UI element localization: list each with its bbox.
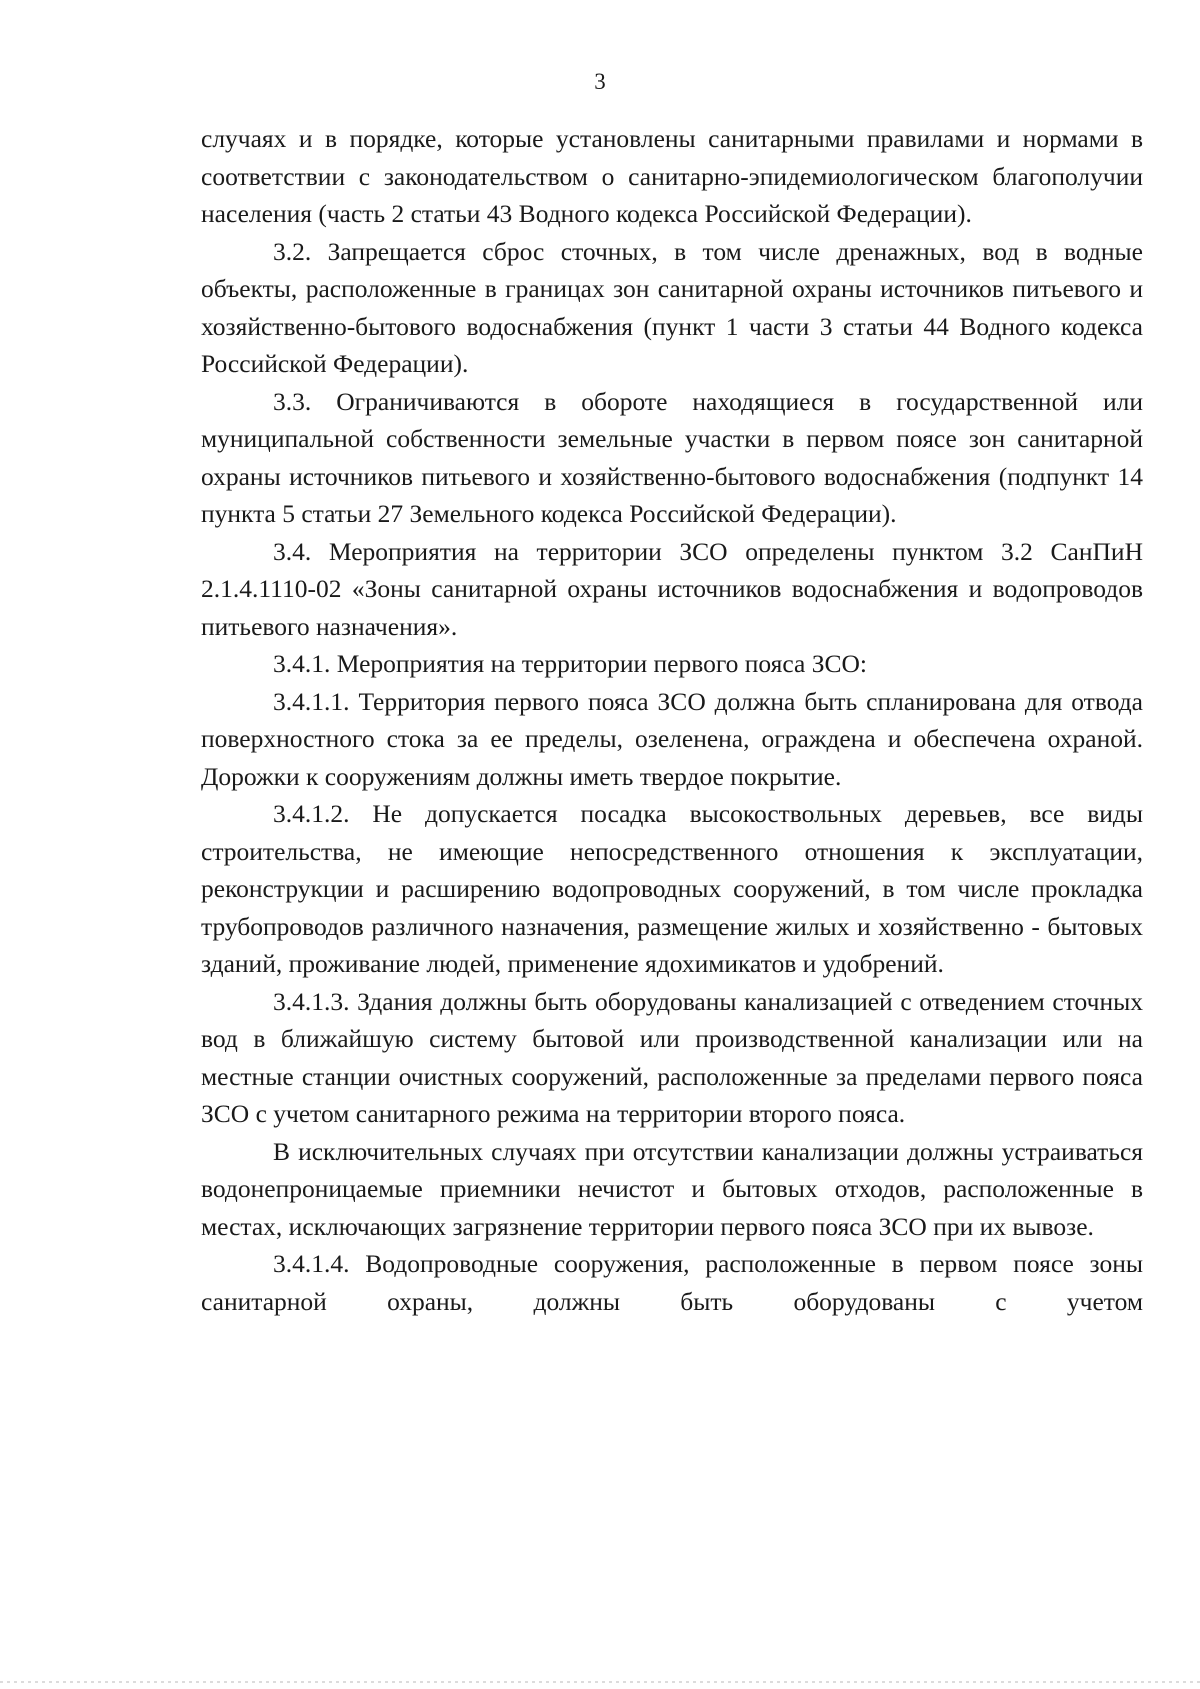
paragraph-3-4: 3.4. Мероприятия на территории ЗСО определены пунктом 3.2 СанПиН 2.1.4.1110-02 «Зоны санитарной охраны источников водоснабжения и водопроводов питьевого назначения». (201, 536, 1143, 641)
paragraph-3-3: 3.3. Ограничиваются в обороте находящиеся в государственной или муниципальной собственности земельные участки в первом поясе зон санитарной охраны источников питьевого и хозяйственно-бытового водоснабжения (подпункт 14 пункта 5 статьи 27 Земельного кодекса Российской Федерации). (201, 386, 1143, 528)
paragraph-3-4-1-1: 3.4.1.1. Территория первого пояса ЗСО должна быть спланирована для отвода поверхностного стока за ее пределы, озеленена, ограждена и обеспечена охраной. Дорожки к сооружениям должны иметь твердое покрытие. (201, 686, 1143, 791)
paragraph-3-4-1-3: 3.4.1.3. Здания должны быть оборудованы канализацией с отведением сточных вод в ближайшую систему бытовой или производственной канализации или на местные станции очистных сооружений, расположенные за пределами первого пояса ЗСО с учетом санитарного режима на территории второго пояса. (201, 986, 1143, 1128)
scan-edge-line (0, 1681, 1200, 1683)
paragraph-3-4-1: 3.4.1. Мероприятия на территории первого пояса ЗСО: (273, 649, 868, 678)
paragraph-3-2: 3.2. Запрещается сброс сточных, в том числе дренажных, вод в водные объекты, расположенные в границах зон санитарной охраны источников питьевого и хозяйственно-бытового водоснабжения (пункт 1 части 3 статьи 44 Водного кодекса Российской Федерации). (201, 236, 1143, 378)
page-number: 3 (594, 69, 606, 94)
paragraph-continuation: случаях и в порядке, которые установлены санитарными правилами и нормами в соответствии с законодательством о санитарно-эпидемиологическом благополучии населения (часть 2 статьи 43 Водного кодекса Российской Федерации). (201, 124, 1143, 228)
document-body (201, 120, 1143, 1320)
paragraph-3-4-1-4: 3.4.1.4. Водопроводные сооружения, расположенные в первом поясе зоны санитарной охраны, должны быть оборудованы с учетом (201, 1249, 1143, 1316)
paragraph-exceptional-cases: В исключительных случаях при отсутствии канализации должны устраиваться водонепроницаемые приемники нечистот и бытовых отходов, расположенные в местах, исключающих загрязнение территории первого пояса ЗСО при их вывозе. (201, 1136, 1143, 1241)
paragraph-3-4-1-2: 3.4.1.2. Не допускается посадка высокоствольных деревьев, все виды строительства, не имеющие непосредственного отношения к эксплуатации, реконструкции и расширению водопроводных сооружений, в том числе прокладка трубопроводов различного назначения, размещение жилых и хозяйственно - бытовых зданий, проживание людей, применение ядохимикатов и удобрений. (201, 799, 1143, 978)
